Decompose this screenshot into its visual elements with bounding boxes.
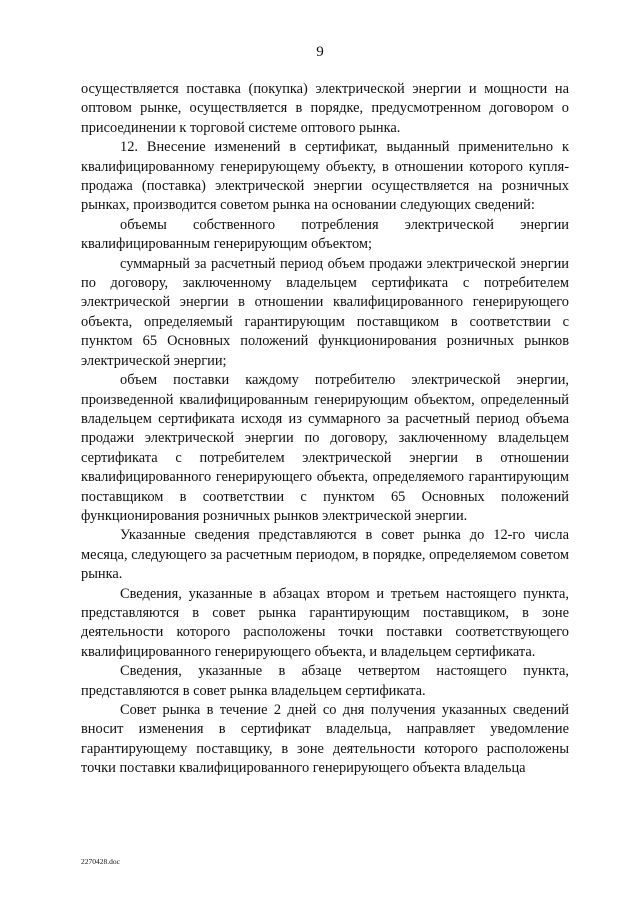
paragraph-deadline: Указанные сведения представляются в совет рынка до 12-го числа месяца, следующего за расчетным периодом, в порядке, определяемом советом рынка. (81, 527, 569, 583)
paragraph-supply-volume: объем поставки каждому потребителю электрической энергии, произведенной квалифицированным генерирующим объектом, определенный владельцем сертификата исходя из суммарного за расчетный период объема продажи электрической энергии по договору, заключенному владельцем сертификата с потребителем электрической энергии в отношении квалифицированного генерирующего объекта, определяемого гарантирующим поставщиком в соответствии с пунктом 65 Основных положений функционирования розничных рынков электрической энергии. (81, 372, 569, 524)
paragraph-own-consumption: объемы собственного потребления электрической энергии квалифицированным генерирующим объектом; (81, 216, 569, 253)
page-number: 9 (316, 44, 324, 60)
paragraph-continuation: осуществляется поставка (покупка) электрической энергии и мощности на оптовом рынке, осуществляется в порядке, предусмотренном договором о присоединении к торговой системе оптового рынка. (81, 81, 569, 136)
paragraph-guaranteeing-supplier: Сведения, указанные в абзацах втором и третьем настоящего пункта, представляются в совет рынка гарантирующим поставщиком, в зоне деятельности которого расположены точки поставки соответствующего квалифицированного генерирующего объекта, и владельцем сертификата. (81, 585, 569, 660)
paragraph-item-12: 12. Внесение изменений в сертификат, выданный применительно к квалифицированному генерирующему объекту, в отношении которого купля-продажа (поставка) электрической энергии осуществляется на розничных рынках, производится советом рынка на основании следующих сведений: (81, 139, 569, 214)
body-text (81, 80, 569, 779)
paragraph-total-sales: суммарный за расчетный период объем продажи электрической энергии по договору, заключенному владельцем сертификата с потребителем электрической энергии в отношении квалифицированного генерирующего объекта, определяемый гарантирующим поставщиком в соответствии с пунктом 65 Основных положений функционирования розничных рынков электрической энергии; (81, 255, 569, 369)
paragraph-market-council: Совет рынка в течение 2 дней со дня получения указанных сведений вносит изменения в сертификат владельца, направляет уведомление гарантирующему поставщику, в зоне деятельности которого расположены точки поставки квалифицированного генерирующего объекта владельца (81, 702, 569, 777)
footer-filename: 2270428.doc (81, 857, 120, 866)
paragraph-certificate-owner: Сведения, указанные в абзаце четвертом настоящего пункта, представляются в совет рынка владельцем сертификата. (81, 663, 569, 699)
